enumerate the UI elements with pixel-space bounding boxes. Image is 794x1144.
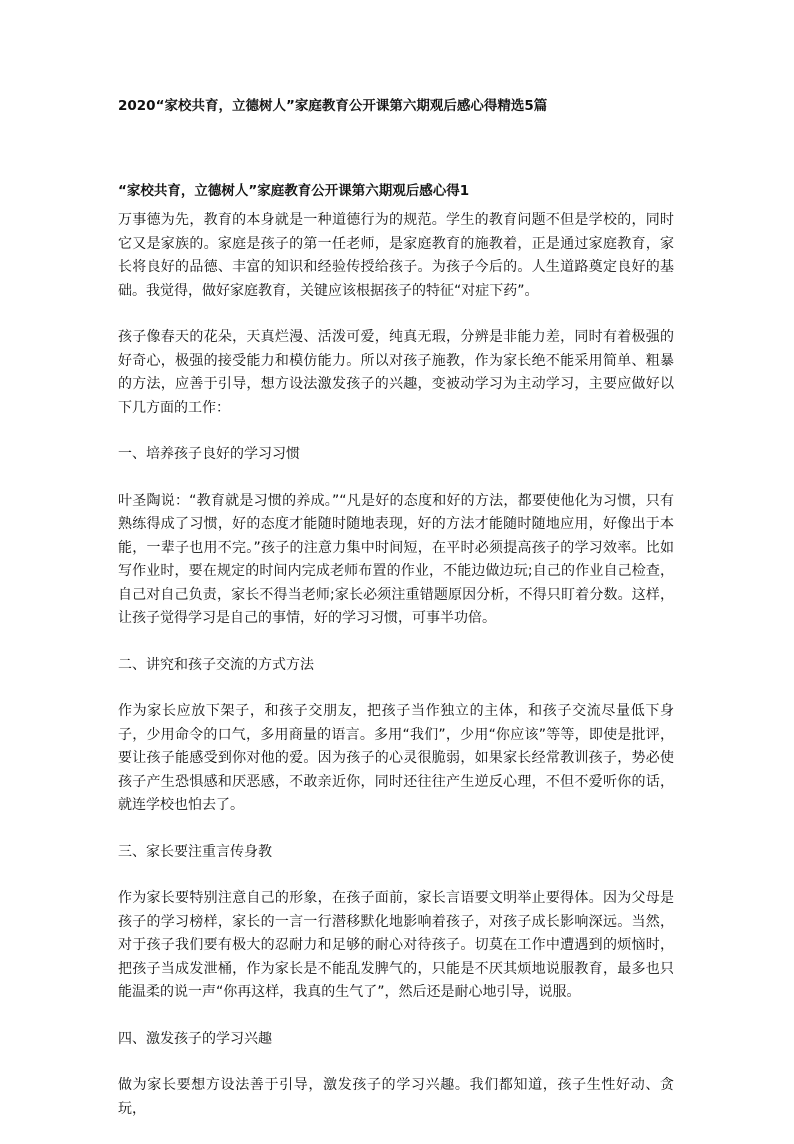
- paragraph-study-habits: 叶圣陶说：“教育就是习惯的养成。”“凡是好的态度和好的方法，都要使他化为习惯，只有熟练得成了习惯，好的态度才能随时随地表现，好的方法才能随时随地应用，好像出于本能，一辈子也用不完。”孩子的注意力集中时间短，在平时必须提高孩子的学习效率。比如写作业时，要在规定的时间内完成老师布置的作业，不能边做边玩;自己的作业自己检查，自己对自己负责，家长不得当老师;家长必须注重错题原因分析，不得只盯着分数。这样，让孩子觉得学习是自己的事情，好的学习习惯，可事半功倍。: [118, 492, 674, 626]
- paragraph-intro: 万事德为先，教育的本身就是一种道德行为的规范。学生的教育问题不但是学校的，同时它又是家族的。家庭是孩子的第一任老师，是家庭教育的施教着，正是通过家庭教育，家长将良好的品德、丰富的知识和经验传授给孩子。为孩子今后的。人生道路奠定良好的基础。我觉得，做好家庭教育，关键应该根据孩子的特征“对症下药”。: [118, 212, 674, 299]
- paragraph-lead-by-example: 作为家长要特别注意自己的形象，在孩子面前，家长言语要文明举止要得体。因为父母是孩子的学习榜样，家长的一言一行潜移默化地影响着孩子，对孩子成长影响深远。当然，对于孩子我们要有极大的忍耐力和足够的耐心对待孩子。切莫在工作中遭遇到的烦恼时，把孩子当成发泄桶，作为家长是不能乱发脾气的，只能是不厌其烦地说服教育，最多也只能温柔的说一声“你再这样，我真的生气了”，然后还是耐心地引导，说服。: [118, 890, 674, 1000]
- article-body: [118, 209, 674, 1144]
- document-title: 2020“家校共育，立德树人”家庭教育公开课第六期观后感心得精选5篇: [118, 98, 548, 114]
- section-title: “家校共育，立德树人”家庭教育公开课第六期观后感心得1: [118, 183, 470, 199]
- paragraph-communication: 作为家长应放下架子，和孩子交朋友，把孩子当作独立的主体，和孩子交流尽量低下身子，少用命令的口气，多用商量的语言。多用“我们”，少用“你应该”等等，即使是批评，要让孩子能感受到你对他的爱。因为孩子的心灵很脆弱，如果家长经常教训孩子，势必使孩子产生恐惧感和厌恶感，不敢亲近你，同时还往往产生逆反心理，不但不爱听你的话，就连学校也怕去了。: [118, 703, 674, 813]
- paragraph-interest: 做为家长要想方设法善于引导，激发孩子的学习兴趣。我们都知道，孩子生性好动、贪玩，: [118, 1077, 674, 1117]
- heading-communication: 二、讲究和孩子交流的方式方法: [118, 656, 314, 673]
- heading-interest: 四、激发孩子的学习兴趣: [118, 1030, 272, 1047]
- heading-lead-by-example: 三、家长要注重言传身教: [118, 843, 272, 860]
- paragraph-children-traits: 孩子像春天的花朵，天真烂漫、活泼可爱，纯真无瑕，分辨是非能力差，同时有着极强的好奇心，极强的接受能力和模仿能力。所以对孩子施教，作为家长绝不能采用简单、粗暴的方法，应善于引导，想方设法激发孩子的兴趣，变被动学习为主动学习，主要应做好以下几方面的工作：: [118, 329, 674, 416]
- heading-study-habits: 一、培养孩子良好的学习习惯: [118, 446, 300, 462]
